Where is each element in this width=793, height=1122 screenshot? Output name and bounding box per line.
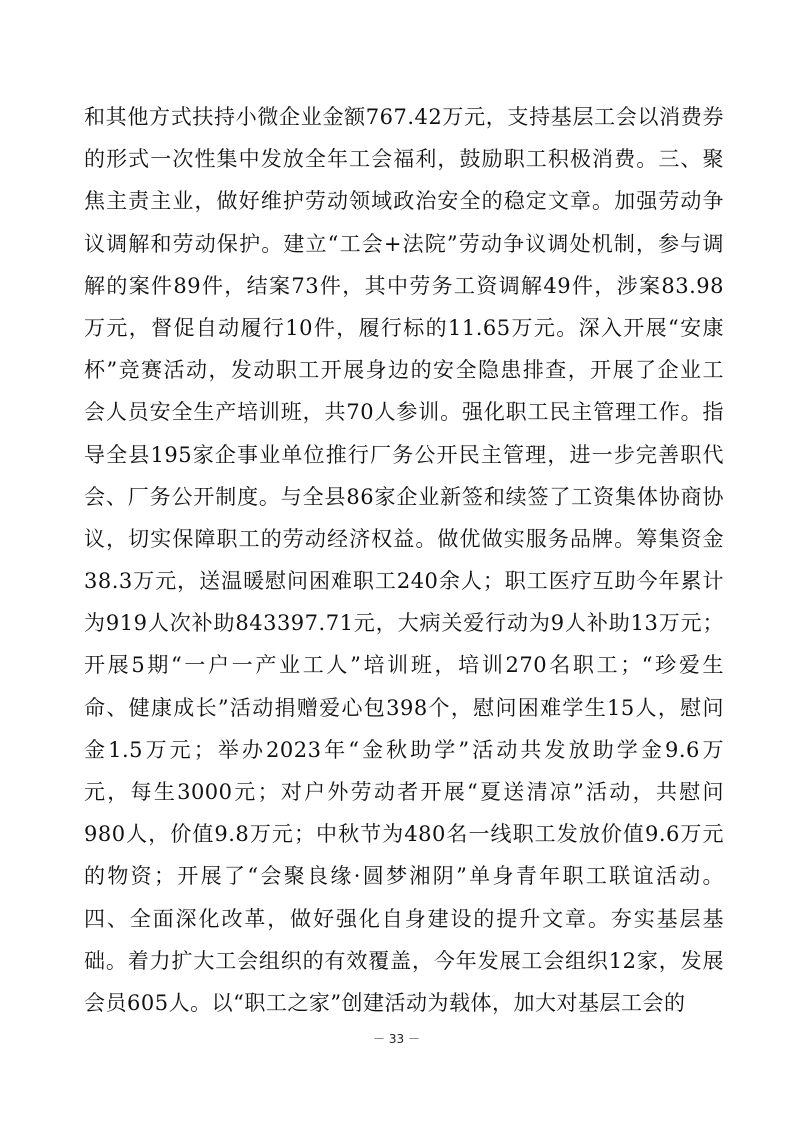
text-line: 开展5期“一户一产业工人”培训班，培训270名职工；“珍爱生	[84, 653, 724, 678]
text-line: 四、全面深化改革，做好强化自身建设的提升文章。夯实基层基	[84, 906, 724, 931]
text-line: 为919人次补助843397.71元，大病关爱行动为9人补助13万元；	[84, 611, 724, 636]
text-line: 的形式一次性集中发放全年工会福利，鼓励职工积极消费。三、聚	[84, 147, 724, 172]
page-number: － 33 －	[373, 1032, 420, 1046]
text-line: 和其他方式扶持小微企业金额767.42万元，支持基层工会以消费券	[84, 105, 724, 129]
text-line: 础。着力扩大工会组织的有效覆盖，今年发展工会组织12家，发展	[84, 948, 724, 973]
text-line: 解的案件89件，结案73件，其中劳务工资调解49件，涉案83.98	[84, 273, 724, 298]
text-line: 元，每生3000元；对户外劳动者开展“夏送清凉”活动，共慰问	[84, 780, 724, 804]
text-line: 命、健康成长”活动捐赠爱心包398个，慰问困难学生15人，慰问	[84, 695, 724, 720]
text-line: 会员605人。以“职工之家”创建活动为载体，加大对基层工会的	[84, 990, 686, 1015]
text-line: 焦主责主业，做好维护劳动领域政治安全的稳定文章。加强劳动争	[84, 189, 724, 214]
text-line: 38.3万元，送温暖慰问困难职工240余人；职工医疗互助今年累计	[84, 569, 724, 594]
text-line: 会人员安全生产培训班，共70人参训。强化职工民主管理工作。指	[84, 400, 724, 425]
text-line: 杯”竞赛活动，发动职工开展身边的安全隐患排查，开展了企业工	[84, 358, 724, 383]
document-body	[84, 96, 724, 1024]
text-line: 导全县195家企事业单位推行厂务公开民主管理，进一步完善职代	[84, 442, 724, 467]
text-line: 会、厂务公开制度。与全县86家企业新签和续签了工资集体协商协	[84, 484, 724, 509]
text-line: 的物资；开展了“会聚良缘·圆梦湘阴”单身青年职工联谊活动。	[84, 864, 724, 889]
text-line: 议调解和劳动保护。建立“工会+法院”劳动争议调处机制，参与调	[84, 231, 724, 256]
text-line: 980人，价值9.8万元；中秋节为480名一线职工发放价值9.6万元	[84, 822, 724, 847]
text-line: 万元，督促自动履行10件，履行标的11.65万元。深入开展“安康	[84, 315, 724, 340]
text-line: 金1.5万元；举办2023年“金秋助学”活动共发放助学金9.6万	[84, 737, 724, 762]
text-line: 议，切实保障职工的劳动经济权益。做优做实服务品牌。筹集资金	[84, 526, 724, 551]
